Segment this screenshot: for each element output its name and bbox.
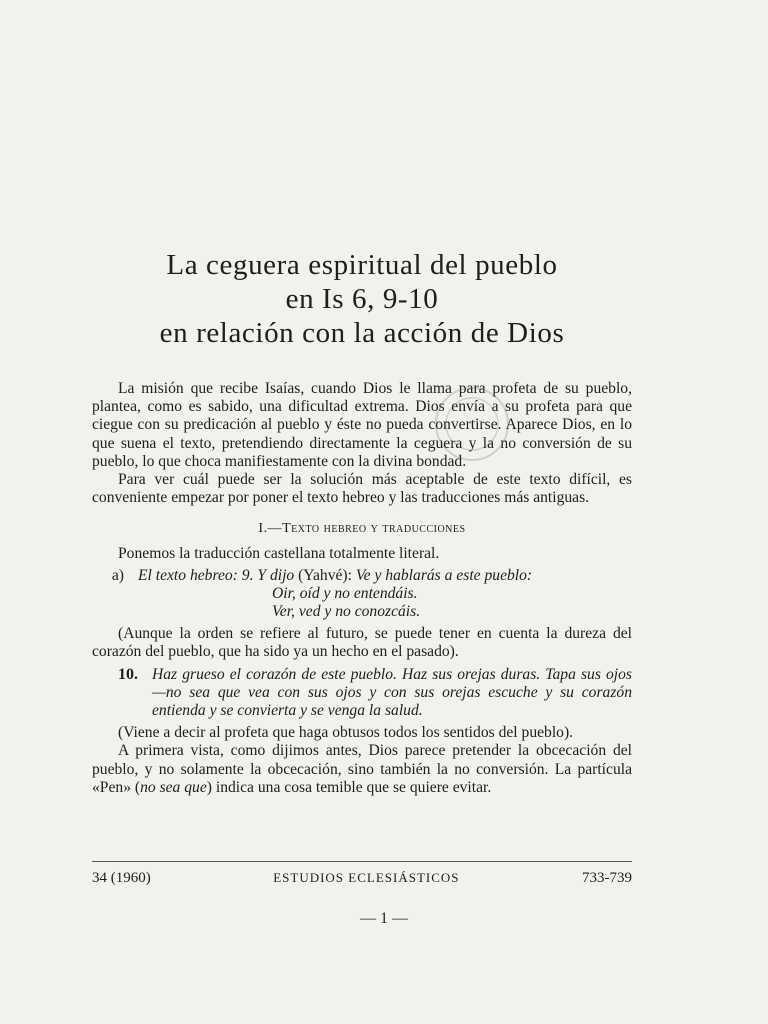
verse-line-2: Ver, ved y no conozcáis.: [272, 603, 421, 621]
item-a-tail: Ve y hablarás a este pueblo:: [355, 566, 533, 584]
p6-part-b: ) indica una cosa temible que se quiere evitar.: [206, 778, 492, 796]
body-paragraph-4: (Aunque la orden se refiere al futuro, se puede tener en cuenta la dureza del corazón del pueblo, que ha sido ya un hecho en el pasado).: [92, 625, 632, 661]
item-a-label: a): [111, 566, 124, 584]
page-number: — 1 —: [360, 910, 408, 927]
verse-10-text: Haz grueso el corazón de este pueblo. Haz sus orejas duras. Tapa sus ojos —no sea que vea con sus ojos y con sus orejas escuche y su corazón entienda y se convierta y se venga la salud.: [152, 665, 632, 720]
verse-10: [92, 666, 632, 721]
footer-journal: ESTUDIOS ECLESIÁSTICOS: [273, 870, 460, 885]
section-number: I.—: [258, 521, 283, 537]
page-footer: [92, 861, 632, 887]
section-heading: [92, 521, 632, 537]
item-a-mid: (Yahvé):: [294, 566, 356, 584]
article-title: [92, 248, 632, 350]
intro-paragraph-2: Para ver cuál puede ser la solución más aceptable de este texto difícil, es conveniente empezar por poner el texto hebreo y las traducciones más antiguas.: [92, 471, 632, 507]
title-line-3: en relación con la acción de Dios: [159, 317, 565, 349]
title-line-1: La ceguera espiritual del pueblo: [166, 249, 558, 281]
intro-paragraph-1: La misión que recibe Isaías, cuando Dios le llama para profeta de su pueblo, plantea, como es sabido, una dificultad extrema. Dios envía a su profeta para que ciegue con su predicación al pueblo y éste no pueda convertirse. Aparece Dios, en lo que suena el texto, pretendiendo directamente la ceguera y la no conversión de su pueblo, lo que choca manifiestamente con la divina bondad.: [92, 380, 632, 470]
item-a-head: El texto hebreo: 9. Y dijo: [138, 566, 295, 584]
body-paragraph-5: (Viene a decir al profeta que haga obtusos todos los sentidos del pueblo).: [118, 724, 574, 742]
item-a: [92, 567, 632, 585]
article: [92, 248, 632, 797]
body-paragraph-3: Ponemos la traducción castellana totalmente literal.: [118, 545, 440, 563]
verse-10-label: 10.: [118, 665, 138, 683]
verse-line-1: Oir, oíd y no entendáis.: [272, 584, 418, 602]
item-a-text: [138, 567, 632, 585]
footer-volume: 34 (1960): [92, 870, 151, 886]
section-title: Texto hebreo y traducciones: [282, 521, 466, 537]
p6-italic: no sea que: [140, 778, 207, 796]
title-line-2: en Is 6, 9-10: [285, 283, 439, 315]
body-paragraph-6: [92, 742, 632, 797]
p6-part-a: A primera vista, como dijimos antes, Dios parece pretender la obcecación del pueblo, y no solamente la obcecación, sino también la no conversión. La partícula «Pen» (: [92, 742, 632, 796]
library-stamp-icon: [432, 384, 512, 464]
footer-pages: 733-739: [581, 870, 632, 886]
